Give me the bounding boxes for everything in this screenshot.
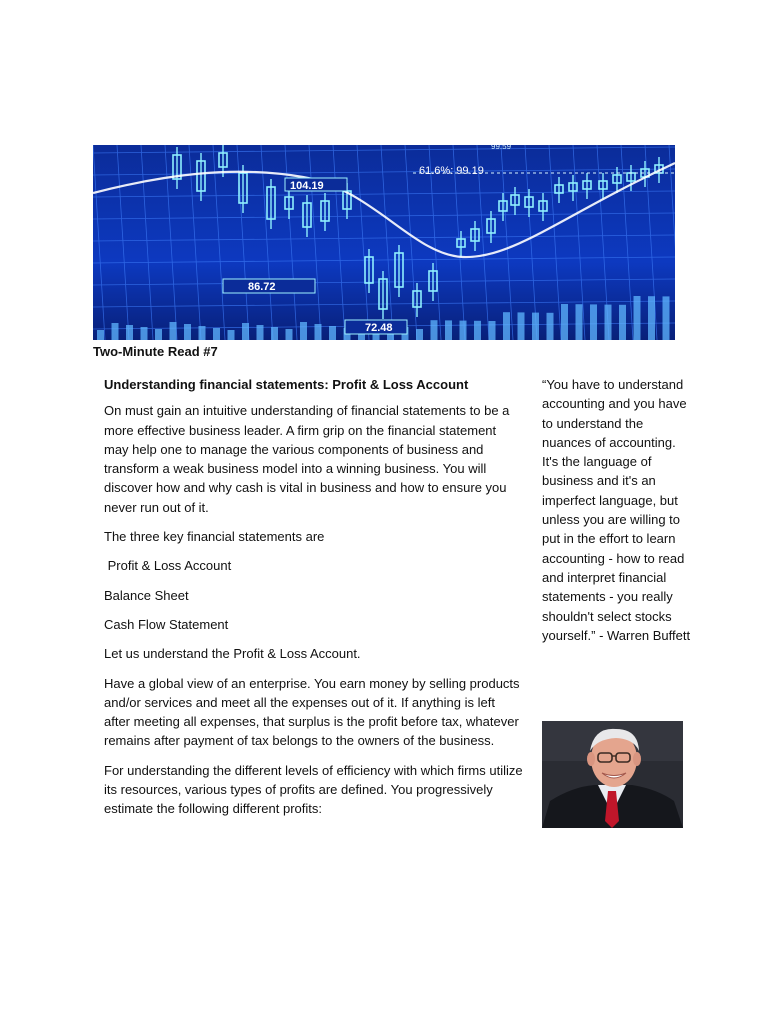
statement-item: Cash Flow Statement — [104, 616, 229, 632]
stock-chart-banner — [93, 145, 675, 340]
buffett-quote: “You have to understand accounting and you have to understand the nuances of accounting. It's the language of business and it's an imperfect language, but unless you are willing to put in the effort to learn accounting - how to read and interpret financial statements - you really shouldn't select stocks yourself.” - Warren Buffett — [542, 377, 691, 643]
fib-level-label: 61.6%: 99.19 — [419, 165, 484, 177]
price-label-b: 86.72 — [248, 281, 276, 293]
price-label-a: 104.19 — [290, 180, 324, 192]
article-body — [104, 375, 524, 829]
portrait-illustration — [542, 721, 683, 828]
lead-in: Let us understand the Profit & Loss Account. — [104, 646, 361, 662]
global-view-paragraph: Have a global view of an enterprise. You earn money by selling products and/or services and meet all the expenses out of it. If anything is left after meeting all expenses, that surplus is the profit before tax, whatever remains after payment of tax belongs to the owners of the business. — [104, 675, 520, 749]
series-label: Two-Minute Read #7 — [93, 344, 218, 359]
warren-buffett-photo — [542, 721, 683, 828]
price-label-c: 72.48 — [365, 322, 393, 334]
efficiency-paragraph: For understanding the different levels of efficiency with which firms utilize its resources, various types of profits are defined. You progressively estimate the following different profits: — [104, 762, 523, 817]
statement-item: Balance Sheet — [104, 587, 189, 603]
article-title: Understanding financial statements: Profit & Loss Account — [104, 377, 469, 392]
candlestick-chart-image — [93, 145, 675, 340]
intro-paragraph: On must gain an intuitive understanding of financial statements to be a more effective business leader. A firm grip on the financial statement may help one to manage the various components of business and transform a weak business model into a winning business. You will discover how and why cash is vital in business and how to ensure you never run out of it. — [104, 403, 510, 515]
list-intro: The three key financial statements are — [104, 529, 325, 545]
cut-off-price-label: 99.59 — [491, 145, 512, 151]
statement-item: Profit & Loss Account — [104, 558, 232, 574]
